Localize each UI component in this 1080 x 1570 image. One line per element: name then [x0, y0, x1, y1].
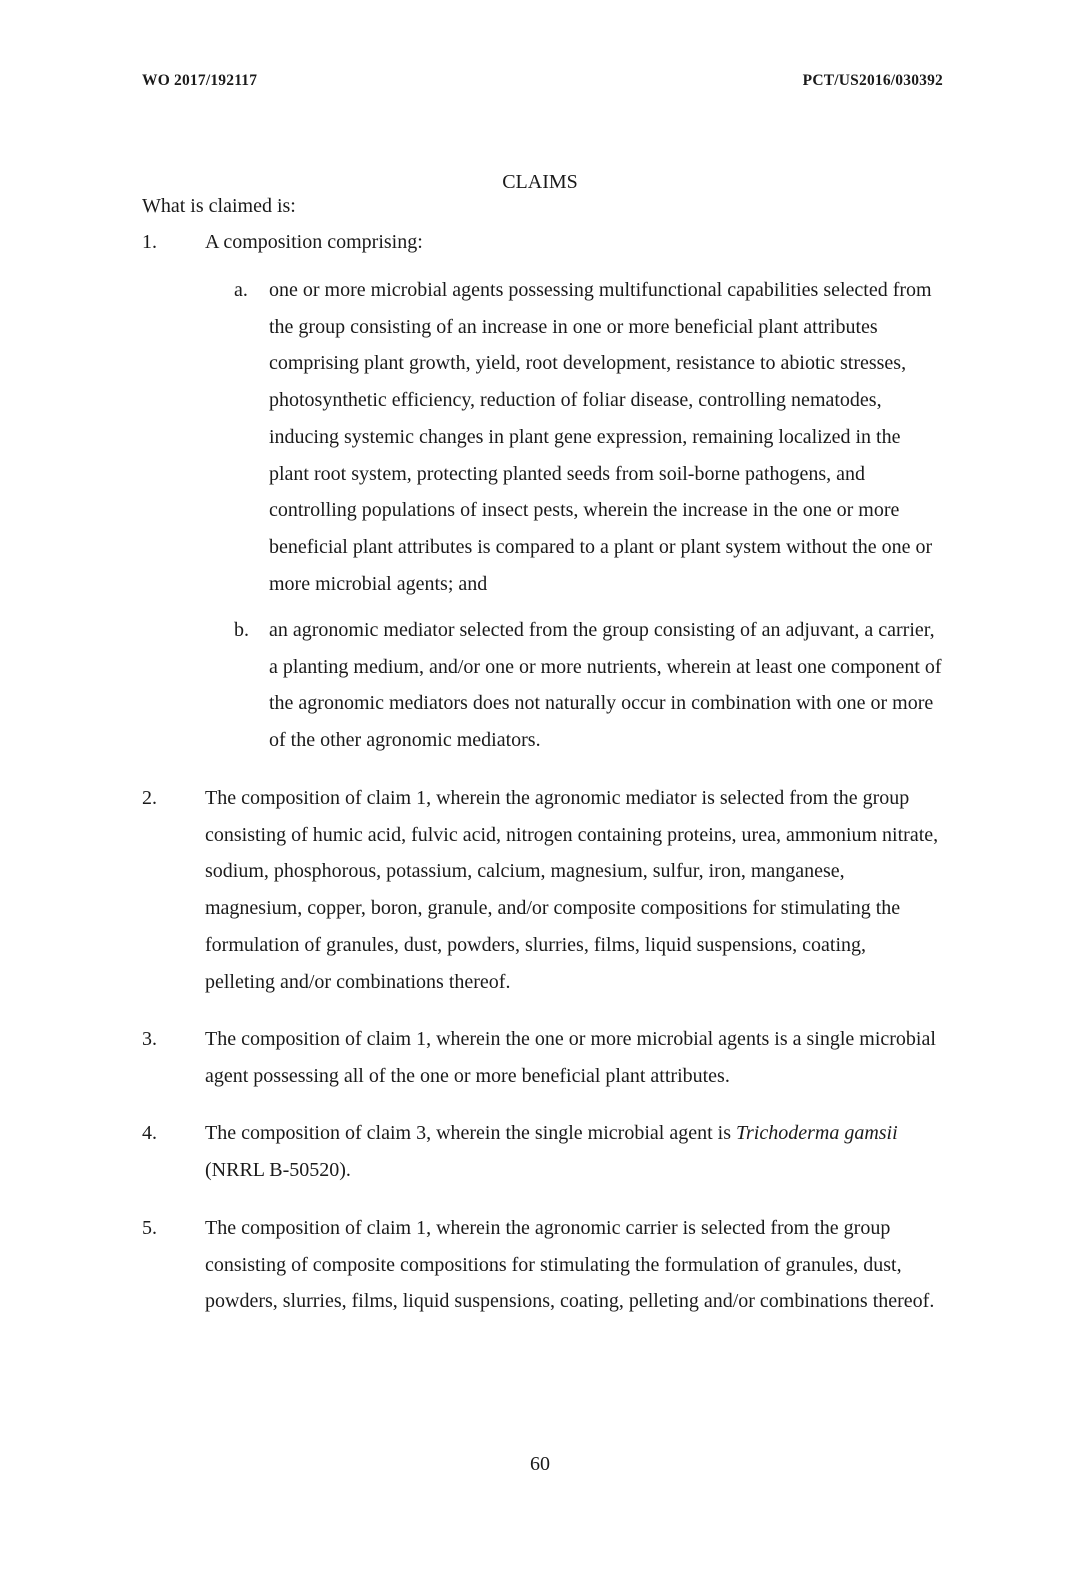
subitem-text: an agronomic mediator selected from the group consisting of an adjuvant, a carrier, a planting medium, and/or one or more nutrients, wherein at least one component of the agronomic mediators does not naturally occur in combination with one or more of the other agronomic mediators. — [269, 619, 942, 752]
claim-5 — [142, 1210, 942, 1320]
claim-text: The composition of claim 1, wherein the agronomic mediator is selected from the group consisting of humic acid, fulvic acid, nitrogen containing proteins, urea, ammonium nitrate, sodium, phosphorous, potassium, calcium, magnesium, sulfur, iron, manganese, magnesium, copper, boron, granule, and/or composite compositions for stimulating the formulation of granules, dust, powders, slurries, films, liquid suspensions, coating, pelleting and/or combinations thereof. — [205, 787, 939, 993]
claim-number: 3. — [142, 1028, 157, 1050]
claim-text: The composition of claim 1, wherein the agronomic carrier is selected from the group consisting of composite compositions for stimulating the formulation of granules, dust, powders, slurries, films, liquid suspensions, coating, pelleting and/or combinations thereof. — [205, 1217, 935, 1313]
claim-3 — [142, 1021, 942, 1094]
claim-1-subitem-b — [234, 612, 944, 759]
claim-number: 5. — [142, 1217, 157, 1239]
claim-text-start: The composition of claim 3, wherein the single microbial agent is — [205, 1122, 736, 1144]
claim-number: 2. — [142, 787, 157, 809]
publication-number: WO 2017/192117 — [142, 72, 258, 89]
page-title: CLAIMS — [502, 171, 578, 193]
claim-number: 1. — [142, 231, 157, 253]
subitem-letter: b. — [234, 619, 249, 641]
page-number: 60 — [530, 1453, 550, 1475]
species-name: Trichoderma gamsii — [735, 1122, 898, 1144]
subitem-letter: a. — [234, 279, 248, 301]
claim-2 — [142, 780, 942, 1000]
claim-1 — [142, 224, 942, 261]
claims-intro: What is claimed is: — [142, 195, 296, 217]
claim-text — [205, 1115, 940, 1188]
claim-number: 4. — [142, 1122, 157, 1144]
claim-text-end: (NRRL B-50520). — [205, 1158, 351, 1181]
subitem-text: one or more microbial agents possessing multifunctional capabilities selected from the group consisting of an increase in one or more beneficial plant attributes comprising plant growth, yield, root development, resistance to abiotic stresses, photosynthetic efficiency, reduction of foliar disease, controlling nematodes, inducing systemic changes in plant gene expression, remaining localized in the plant root system, protecting planted seeds from soil-borne pathogens, and controlling populations of insect pests, wherein the increase in the one or more beneficial plant attributes is compared to a plant or plant system without the one or more microbial agents; and — [269, 279, 933, 595]
claim-1-subitem-a — [234, 272, 944, 602]
application-number: PCT/US2016/030392 — [802, 72, 943, 89]
claim-text: A composition comprising: — [205, 231, 423, 253]
claim-text: The composition of claim 1, wherein the one or more microbial agents is a single microbial agent possessing all of the one or more beneficial plant attributes. — [205, 1028, 936, 1087]
claim-4 — [142, 1115, 942, 1188]
